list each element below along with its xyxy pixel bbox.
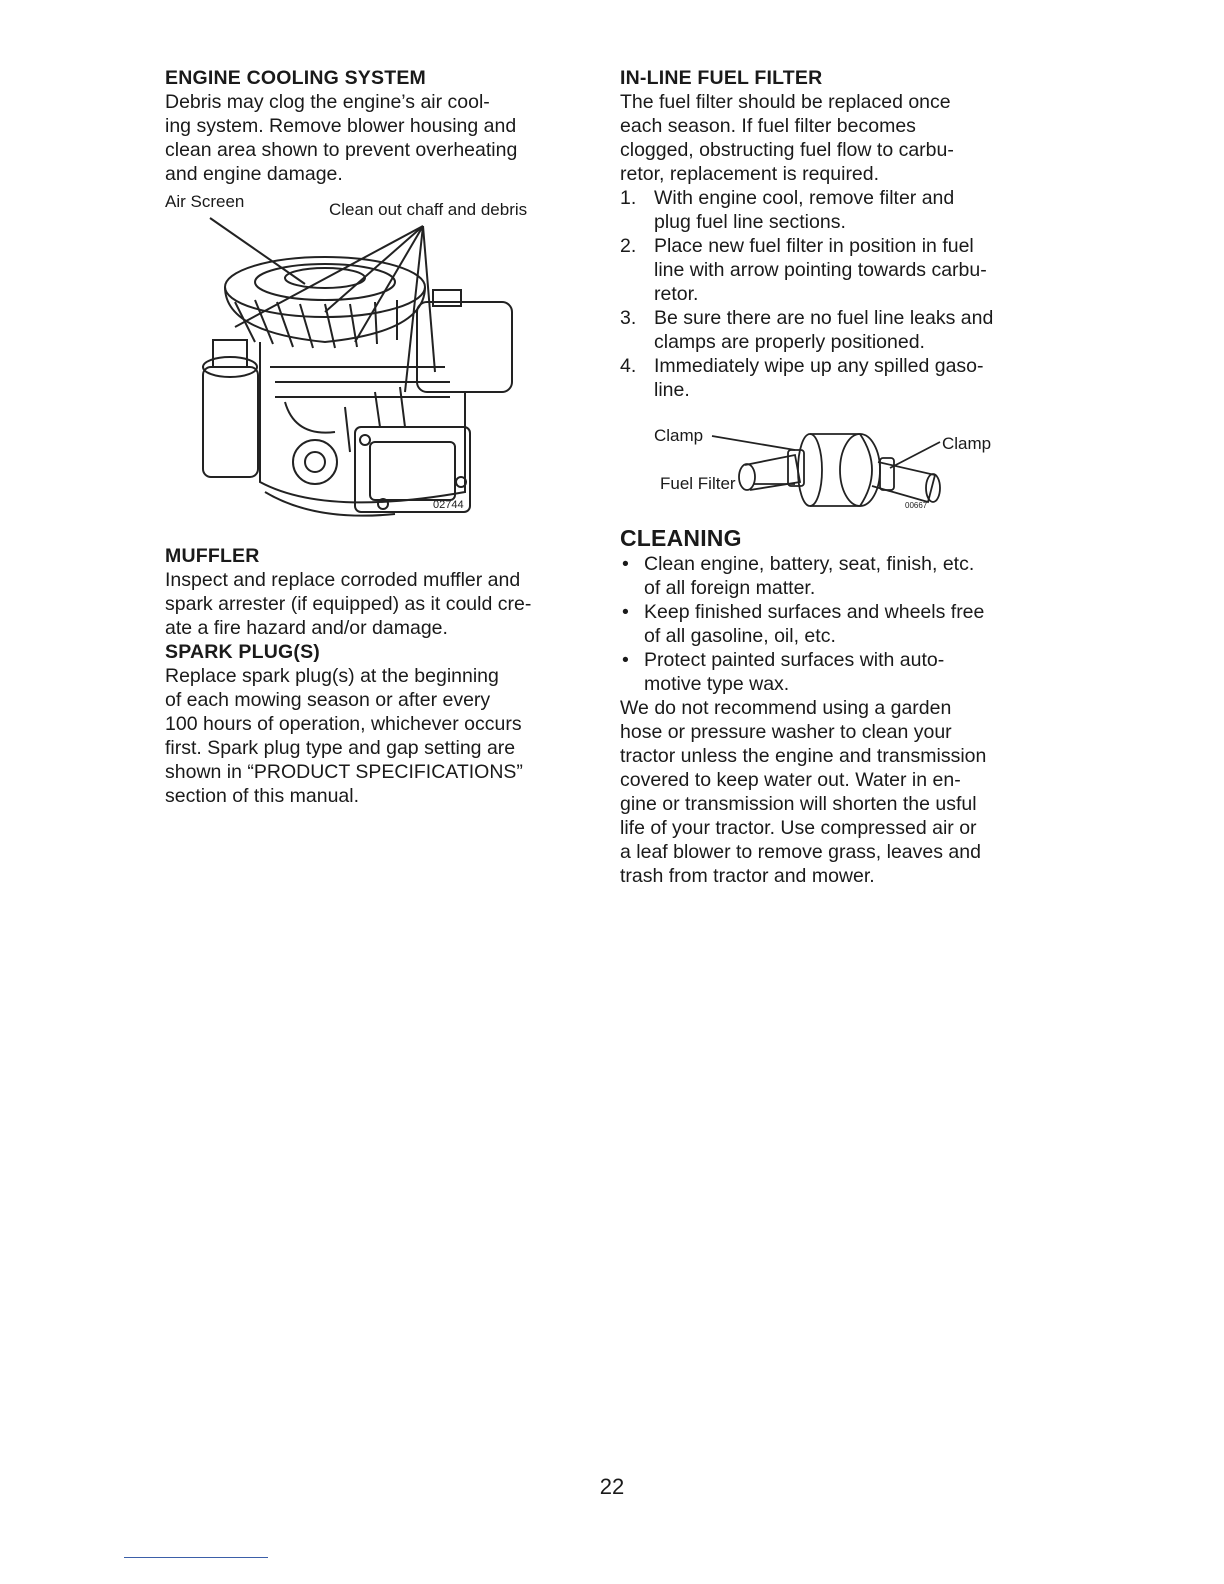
fuel-figure-number: 00667 (905, 501, 928, 510)
list-item: • Clean engine, battery, seat, finish, etc. of all foreign matter. (622, 553, 975, 599)
list-item: 3. Be sure there are no fuel line leaks and clamps are properly positioned. (620, 307, 994, 353)
fuel-filter-illustration (620, 420, 1020, 520)
engine-figure-number: 02744 (433, 499, 464, 511)
muffler-body: Inspect and replace corroded muffler and spark arrester (if equipped) as it could cre- ate a fire hazard and/or damage. (165, 569, 532, 639)
engine-cooling-heading: ENGINE COOLING SYSTEM (165, 67, 426, 89)
muffler-heading: MUFFLER (165, 545, 260, 567)
cleaning-bullets (620, 552, 1060, 696)
fuel-filter-steps (620, 186, 1060, 402)
list-item: • Protect painted surfaces with auto- motive type wax. (622, 649, 945, 695)
clean-out-label: Clean out chaff and debris (329, 200, 528, 219)
list-item: 4. Immediately wipe up any spilled gaso- line. (620, 355, 984, 401)
spark-plugs-heading: SPARK PLUG(S) (165, 641, 320, 663)
list-item: • Keep finished surfaces and wheels free of all gasoline, oil, etc. (622, 601, 985, 647)
right-column (620, 66, 1060, 888)
cleaning-heading: CLEANING (620, 525, 742, 551)
engine-illustration (165, 192, 585, 532)
page-number: 22 (599, 1474, 625, 1499)
fuel-filter-body: The fuel filter should be replaced once each season. If fuel filter becomes clogged, obstructing fuel flow to carbu- retor, replacement is required. (620, 91, 954, 185)
fuel-filter-figure (620, 420, 1020, 520)
fuel-filter-label: Fuel Filter (660, 474, 736, 493)
engine-cooling-body: Debris may clog the engine’s air cool- ing system. Remove blower housing and clean area shown to prevent overheating and engine damage. (165, 91, 518, 185)
list-item: 1. With engine cool, remove filter and plug fuel line sections. (620, 187, 955, 233)
clamp-left-label: Clamp (654, 426, 704, 445)
footer-rule (124, 1557, 268, 1558)
engine-figure (165, 192, 585, 532)
left-column (165, 66, 595, 808)
list-item: 2. Place new fuel filter in position in fuel line with arrow pointing towards carbu- retor. (620, 235, 987, 305)
clamp-right-label: Clamp (942, 434, 992, 453)
air-screen-label: Air Screen (165, 192, 245, 211)
cleaning-body: We do not recommend using a garden hose or pressure washer to clean your tractor unless the engine and transmission covered to keep water out. Water in en- gine or transmission will shorten the usful life of your tractor. Use compressed air or a leaf blower to remove grass, leaves and trash from tractor and mower. (620, 697, 987, 887)
fuel-filter-heading: IN-LINE FUEL FILTER (620, 67, 823, 89)
spark-plugs-body: Replace spark plug(s) at the beginning of each mowing season or after every 100 hours of operation, whichever occurs first. Spark plug type and gap setting are shown in “PRODUCT SPECIFICATIONS” section of this manual. (165, 665, 523, 807)
